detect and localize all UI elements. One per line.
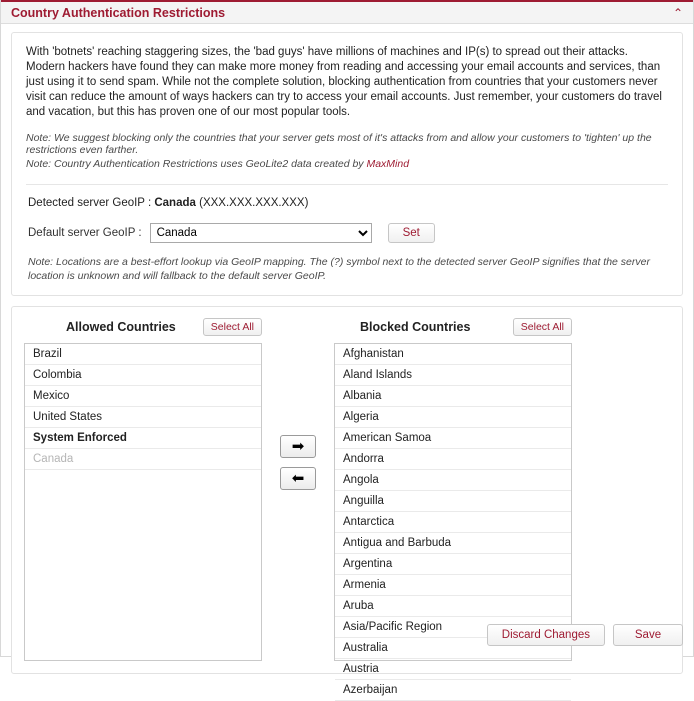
geoip-fallback-note: Note: Locations are a best-effort lookup via GeoIP mapping. The (?) symbol next to the detected server GeoIP signifies that the server location is unknown and will fallback to the default server GeoIP.: [28, 256, 650, 282]
blocked-country-item[interactable]: Australia: [335, 638, 571, 659]
chevron-up-icon[interactable]: ⌃: [672, 6, 684, 20]
blocked-country-item[interactable]: Asia/Pacific Region: [335, 617, 571, 638]
default-geoip-select[interactable]: [150, 223, 372, 243]
allowed-select-all-button[interactable]: Select All: [203, 318, 262, 336]
blocked-country-item[interactable]: Aland Islands: [335, 365, 571, 386]
allowed-country-item[interactable]: Mexico: [25, 386, 261, 407]
blocked-country-item[interactable]: Anguilla: [335, 491, 571, 512]
blocked-countries-header: [334, 317, 572, 337]
panel-header: [1, 0, 693, 24]
detected-geoip-ip: (XXX.XXX.XXX.XXX): [199, 197, 309, 209]
page-title: Country Authentication Restrictions: [11, 5, 226, 20]
transfer-arrows: [262, 317, 334, 490]
blocked-country-item[interactable]: Armenia: [335, 575, 571, 596]
allowed-countries-column: [24, 317, 262, 661]
allowed-country-item: Canada: [25, 449, 261, 470]
blocked-countries-listbox[interactable]: [334, 343, 572, 696]
allowed-countries-header: [24, 317, 262, 337]
save-button[interactable]: Save: [613, 624, 683, 646]
move-right-button[interactable]: ➡: [280, 435, 316, 458]
allowed-country-item[interactable]: System Enforced: [25, 428, 261, 449]
divider: [26, 184, 668, 185]
allowed-country-item[interactable]: Colombia: [25, 365, 261, 386]
country-lists-box: [11, 306, 683, 696]
blocked-country-item[interactable]: Afghanistan: [335, 344, 571, 365]
blocked-country-item[interactable]: Antarctica: [335, 512, 571, 533]
blocked-country-item[interactable]: Andorra: [335, 449, 571, 470]
blocked-country-item[interactable]: Argentina: [335, 554, 571, 575]
blocked-country-item[interactable]: Azerbaijan: [335, 680, 571, 701]
blocked-country-item[interactable]: American Samoa: [335, 428, 571, 449]
default-geoip-label: Default server GeoIP :: [28, 227, 142, 239]
blocked-country-item[interactable]: Antigua and Barbuda: [335, 533, 571, 554]
blocked-countries-title: Blocked Countries: [360, 320, 471, 334]
set-button[interactable]: Set: [388, 223, 435, 243]
allowed-countries-listbox[interactable]: [24, 343, 262, 661]
allowed-country-item[interactable]: United States: [25, 407, 261, 428]
blocked-country-item[interactable]: Aruba: [335, 596, 571, 617]
info-box: [11, 32, 683, 296]
move-left-button[interactable]: ⬅: [280, 467, 316, 490]
info-paragraph: With 'botnets' reaching staggering sizes, the 'bad guys' have millions of machines and IP(s) to spread out their attacks. Modern hackers have found they can make more money from reading and accessing your email accounts and services, than just using it to send spam. While not the complete solution, blocking authentication from countries that your customers never visit can reduce the amount of ways hackers can try to access your email accounts. Just remember, your customers do travel and vacation, but this has proven one of our most popular tools.: [26, 46, 662, 118]
detected-geoip-row: [28, 197, 668, 209]
footer-actions: [487, 624, 683, 646]
maxmind-link[interactable]: MaxMind: [366, 158, 410, 170]
detected-geoip-label: Detected server GeoIP :: [28, 197, 152, 209]
panel-content: [1, 24, 693, 696]
discard-changes-button[interactable]: Discard Changes: [487, 624, 605, 646]
blocked-countries-column: [334, 317, 572, 696]
blocked-select-all-button[interactable]: Select All: [513, 318, 572, 336]
note-geolite: [26, 158, 668, 170]
allowed-country-item[interactable]: Brazil: [25, 344, 261, 365]
blocked-country-item[interactable]: Albania: [335, 386, 571, 407]
blocked-country-item[interactable]: Algeria: [335, 407, 571, 428]
allowed-countries-title: Allowed Countries: [66, 320, 176, 334]
detected-geoip-value: Canada: [154, 197, 196, 209]
blocked-country-item[interactable]: Austria: [335, 659, 571, 680]
note-suggestion: Note: We suggest blocking only the countries that your server gets most of it's attacks from and allow your customers to 'tighten' up the restrictions even farther.: [26, 132, 652, 156]
default-geoip-row: [28, 223, 668, 243]
note-geolite-text: Note: Country Authentication Restrictions uses GeoLite2 data created by: [26, 158, 367, 170]
blocked-country-item[interactable]: Angola: [335, 470, 571, 491]
